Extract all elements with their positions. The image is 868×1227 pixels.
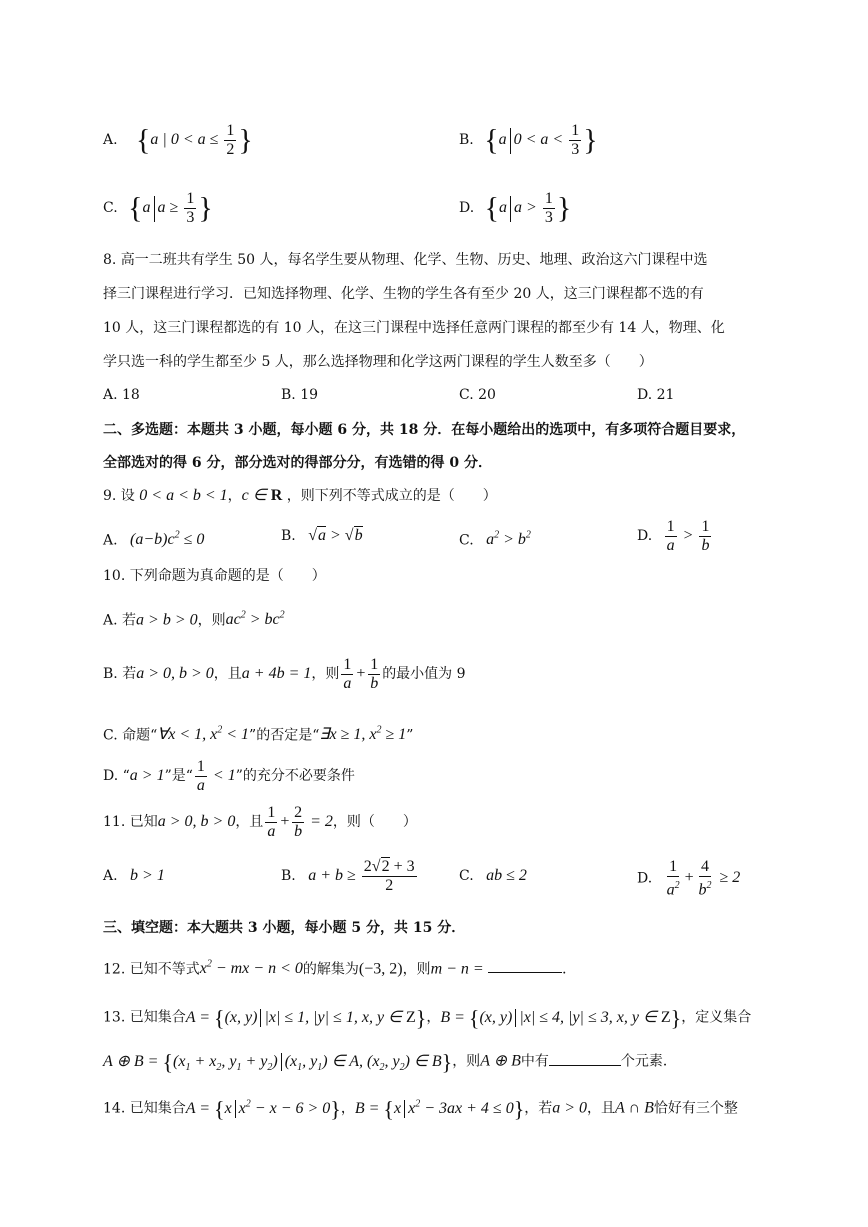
q9-option-a: A. $(a-b)c^2 \le 0$	[103, 530, 205, 549]
q10-a-prefix: A. 若	[103, 612, 137, 629]
q9-stem: 9. 设 0 < a < b < 1，c ∈ R ，则下列不等式成立的是（ ）	[103, 487, 497, 504]
q8-option-d: D. 21	[637, 387, 675, 403]
q10-d-suffix: ”的充分不必要条件	[235, 768, 355, 785]
q8-line-2: 择三门课程进行学习．已知选择物理、化学、生物的学生各有至少 20 人，这三门课程都不选的有	[103, 286, 704, 302]
q12-mid: 的解集为	[302, 961, 359, 978]
section-3-heading: 三、填空题：本大题共 3 小题，每小题 5 分，共 15 分．	[103, 920, 466, 936]
q14-mid2: ，若	[524, 1100, 553, 1117]
q10-b-prefix: B. 若	[103, 666, 137, 683]
q9-suffix: ，则下列不等式成立的是（ ）	[286, 488, 497, 504]
q10-b-mid2: ，则	[311, 666, 340, 683]
q14-prefix: 14. 已知集合	[103, 1100, 186, 1117]
q9-option-c: C. $a^2 > b^2$	[459, 530, 531, 549]
q13-suffix: ，定义集合	[681, 1009, 752, 1026]
q14-mid3: ，且	[587, 1100, 616, 1117]
q11-prefix: 11. 已知	[103, 814, 158, 831]
q7-option-c: C. {a a ≥ $\frac{1}{3}$ }	[103, 190, 213, 226]
option-label: C.	[103, 200, 118, 217]
q14-line-1: 14. 已知集合A = {x $x^2 - x - 6 > 0$}，B = {x $x^2 - 3ax + 4 \le 0$}，若a > 0，且A ∩ B恰好有三个整	[103, 1096, 738, 1121]
q8-option-a: A. 18	[103, 387, 140, 403]
q10-option-d: D. “a > 1”是“ $\frac{1}{a}$ < 1”的充分不必要条件	[103, 758, 355, 794]
option-label: C.	[459, 868, 474, 884]
answer-blank[interactable]	[549, 1065, 621, 1066]
q9-option-b: B. √a > √b	[281, 527, 363, 544]
q13-line-1: 13. 已知集合A = {(x, y) |x| ≤ 1, |y| ≤ 1, x, y ∈ Z}，B = {(x, y) |x| ≤ 4, |y| ≤ 3, x, y ∈ Z}，定义集合	[103, 1005, 752, 1030]
q8-line-1: 8. 高一二班共有学生 50 人，每名学生要从物理、化学、生物、历史、地理、政治这六门课程中选	[103, 252, 708, 268]
q14-mid: ，	[340, 1100, 355, 1117]
q10-d-mid: ”是“	[164, 768, 193, 785]
option-label: D.	[459, 200, 475, 217]
q9-prefix: 9. 设	[103, 488, 135, 504]
q8-option-c: C. 20	[459, 387, 496, 403]
q7-option-b: B. {a 0 < a < $\frac{1}{3}$ }	[459, 122, 598, 158]
answer-blank[interactable]	[488, 972, 562, 973]
q10-option-a: A. 若a > b > 0，则$ac^2 > bc^2$	[103, 610, 285, 629]
q10-c-mid: ”的否定是“	[249, 727, 320, 744]
q8-line-4: 学只选一科的学生都至少 5 人，那么选择物理和化学这两门课程的学生人数至多（ ）	[103, 354, 653, 370]
option-label: D.	[637, 528, 653, 545]
q10-c-suffix: ”	[406, 727, 414, 744]
q7-option-a: A. {a | 0 < a ≤ $\frac{1}{2}$ }	[103, 122, 253, 158]
q13-mid: ，	[426, 1009, 441, 1026]
q11-option-c: C. ab ≤ 2	[459, 867, 527, 884]
q12-stem: 12. 已知不等式$x^2$ − mx − n < 0的解集为(−3, 2)，则m − n = ．	[103, 959, 577, 978]
q13-prefix: 13. 已知集合	[103, 1009, 186, 1026]
q10-stem: 10. 下列命题为真命题的是（ ）	[103, 568, 326, 584]
q10-d-prefix: D. “	[103, 768, 130, 785]
q10-option-b: B. 若a > 0, b > 0，且a + 4b = 1，则 $\frac{1}{a}$ + $\frac{1}{b}$ 的最小值为 9	[103, 656, 466, 692]
q8-option-b: B. 19	[281, 387, 319, 403]
option-label: B.	[281, 868, 296, 885]
option-label: B.	[281, 528, 296, 544]
option-label: A.	[103, 532, 118, 549]
q13-line2-mid2: 中有	[520, 1053, 549, 1070]
q7-option-d: D. {a a > $\frac{1}{3}$ }	[459, 190, 572, 226]
q10-c-prefix: C. 命题“	[103, 727, 158, 744]
q13-line2-mid: ，则	[452, 1053, 481, 1070]
option-label: C.	[459, 532, 474, 549]
option-label: A.	[103, 868, 118, 884]
q11-option-d: D. $\frac{1}{a^2}$ + $\frac{4}{b^2}$ ≥ 2	[637, 858, 741, 899]
section-2-heading-line-2: 全部选对的得 6 分，部分选对的得部分分，有选错的得 0 分．	[103, 455, 492, 471]
q11-option-a: A. b > 1	[103, 867, 165, 884]
q13-line-2: A ⊕ $B = \{(x_1 + x_2$, $y_1 + y_2$) ($x_1$, $y_1$) ∈ A, ($x_2$, $y_2$) ∈ B}，则A ⊕ B中有 个元素．	[103, 1049, 677, 1074]
q11-mid: ，且	[235, 814, 264, 831]
q12-mid2: ，则	[402, 961, 431, 978]
section-2-heading-line-1: 二、多选题：本题共 3 小题，每小题 6 分，共 18 分．在每小题给出的选项中，有多项符合题目要求，	[103, 422, 746, 438]
q11-stem: 11. 已知a > 0, b > 0，且 $\frac{1}{a}$ + $\frac{2}{b}$ = 2，则（ ）	[103, 804, 417, 840]
q13-line2-suffix: 个元素．	[620, 1053, 677, 1070]
option-label: D.	[637, 870, 653, 887]
q14-suffix: 恰好有三个整	[653, 1100, 738, 1117]
option-label: B.	[459, 132, 474, 149]
q9-option-d: D. $\frac{1}{a}$ > $\frac{1}{b}$	[637, 518, 710, 554]
q10-b-mid1: ，且	[213, 666, 242, 683]
q11-suffix: ，则（ ）	[332, 814, 417, 831]
option-label: A.	[103, 132, 118, 149]
q12-prefix: 12. 已知不等式	[103, 961, 200, 978]
q12-suffix: ．	[562, 961, 577, 978]
q10-a-mid: ，则	[197, 612, 226, 629]
q10-option-c: C. 命题“∀x < 1, $x^2 < 1$”的否定是“∃x ≥ 1, $x^2 \ge 1$”	[103, 725, 414, 744]
q10-b-suffix: 的最小值为 9	[382, 666, 466, 683]
q8-line-3: 10 人，这三门课程都选的有 10 人，在这三门课程中选择任意两门课程的都至少有 14 人，物理、化	[103, 320, 725, 336]
q11-option-b: B. a + b ≥ $\frac{2√2 + 3}{2}$	[281, 858, 415, 894]
